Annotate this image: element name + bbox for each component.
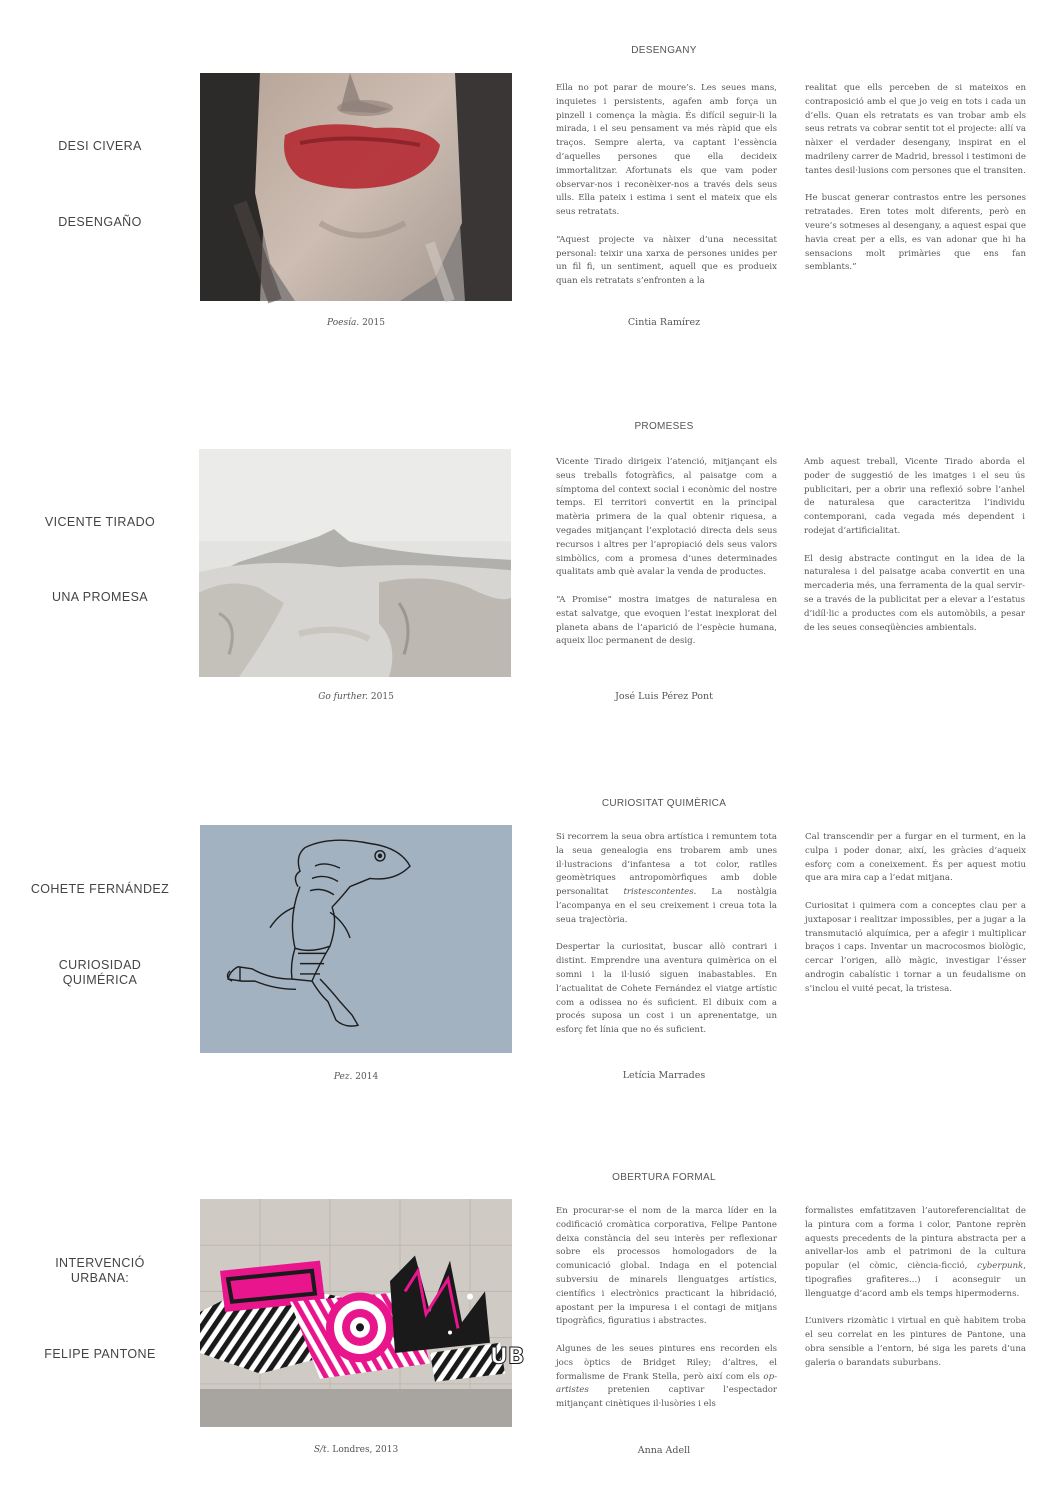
text-column-left <box>556 82 777 289</box>
image-caption <box>200 1072 512 1082</box>
caption-title: S/t. <box>313 1445 330 1455</box>
work-title-line: CURIOSIDAD <box>58 958 142 972</box>
caption-year: 2015 <box>370 692 394 702</box>
work-title: FELIPE PANTONE <box>44 1347 156 1361</box>
caption-title: Pez. <box>333 1072 353 1082</box>
paragraph: Vicente Tirado dirigeix l’atenció, mitjançant els seus treballs fotogràfics, al paisatge com a símptoma del context social i econòmic del nostre temps. El territori convertit en la principal matèria primera de la qual obtenir riquesa, a vegades mitjançant l’explotació directa dels seus recursos i altres per l’apropiació dels seus valors simbòlics, com a promesa d’unes determinades qualitats amb què avalar la venda de productes. <box>556 457 777 578</box>
section-title: PROMESES <box>634 421 694 432</box>
text-column-left <box>556 1205 777 1412</box>
image-caption <box>200 1445 512 1455</box>
paragraph: Amb aquest treball, Vicente Tirado aborda el poder de suggestió de les imatges i el seu ús publicitari, per a obrir una reflexió sobre l’anhel de naturalesa que caracteritza l’individu contemporani, cada vegada més dependent i rodejat d’artificialitat. <box>804 457 1025 536</box>
landscape-photo-image <box>199 449 511 677</box>
artist-name-line: URBANA: <box>70 1271 130 1285</box>
text-column-right <box>805 831 1026 997</box>
text-column-right <box>805 1205 1026 1371</box>
section-title: DESENGANY <box>631 45 697 56</box>
paragraph: formalistes emfatitzaven l’autoreferencialitat de la pintura com a forma i color, Pantone reprèn aquests precedents de la pintura abstracta per a anivellar-los amb el patrimoni de la cultura popular (el còmic, ciència-ficció, cyberpunk, tipografies grafiteres...) i aconseguir un llenguatge d’acord amb els temps hipermoderns. <box>805 1206 1026 1299</box>
paragraph: Algunes de les seues pintures ens recorden els jocs òptics de Bridget Riley; d’altres, el formalisme de Frank Stella, però així com els op-artistes pretenien captivar l’espectador mitjançant cinètiques il·lusòries i els <box>556 1343 777 1410</box>
paragraph: En procurar-se el nom de la marca líder en la codificació cromàtica corporativa, Felipe Pantone deixa constància del seu interès per reflexionar sobre els processos homologadors de la comunicació global. Indaga en el potencial subversiu de minarels llenguatges artístics, científics i electrònics practicant la hibridació, apostant per la impuresa i el contagi de mitjans tipogràfics, figuratius i abstractes. <box>556 1206 777 1327</box>
author-name: José Luis Pérez Pont <box>615 691 713 702</box>
caption-title: Go further. <box>318 692 369 702</box>
artist-name: VICENTE TIRADO <box>44 515 156 529</box>
artist-name <box>20 1256 180 1286</box>
image-caption <box>200 318 512 328</box>
author-name: Cintia Ramírez <box>627 317 701 328</box>
section-promeses <box>0 421 1061 721</box>
paragraph: Curiositat i quimera com a conceptes clau per a juxtaposar i realitzar impossibles, per a jugar a la transmutació alquímica, per a afegir i multiplicar braços i caps. Inventar un macrocosmos biològic, cercar l’origen, allò màgic, investigar l’ésser androgin cabalístic i tornar a un feudalisme on s’inclou el vuité pecat, la tristesa. <box>805 900 1026 994</box>
caption-year: 2015 <box>362 318 385 328</box>
paragraph: Ella no pot parar de moure’s. Les seues mans, inquietes i persistents, agafen amb força un pinzell i comença la màgia. És difícil seguir-li la mirada, i el seu pensament va més ràpid que els traços. Sempre alerta, va captant l’essència d’aquelles persones que ella decideix immortalitzar. Afortunats els que vam poder observar-nos i reconèixer-nos a través dels seus ulls. Ella pateix i estima i sent el mateix que els seus retratats. <box>556 83 777 218</box>
work-title: DESENGAÑO <box>58 215 142 229</box>
work-title-line: QUIMÉRICA <box>62 973 138 987</box>
caption-year: 2014 <box>355 1072 379 1082</box>
paragraph: L’univers rizomàtic i virtual en què habitem troba el seu correlat en les pintures de Pantone, una obra sensible a l’entorn, bé siga les parets d’una galeria o barandats suburbans. <box>805 1316 1026 1368</box>
artist-name: DESI CIVERA <box>58 139 142 153</box>
section-curiositat <box>0 798 1061 1098</box>
section-obertura <box>0 1172 1061 1472</box>
section-desengany <box>0 45 1061 345</box>
paragraph: El desig abstracte contingut en la idea de la naturalesa i del paisatge acaba convertit en una mercaderia més, una ferramenta de la qual servir-se a través de la publicitat per a elevar a l’estatus d’idíl·lic a productes com els automòbils, a pesar de les seues conseqüències ambientals. <box>804 553 1025 633</box>
fish-man-drawing-image <box>200 825 512 1053</box>
paragraph: Despertar la curiositat, buscar allò contrari i distint. Emprendre una aventura quimèrica on el somni i la il·lusió siguen inabastables. En l’actualitat de Cohete Fernández el viatge artístic com a odissea no és suficient. El dibuix com a procés suposa un cost i un aprenentatge, un esforç fet línia que no és suficient. <box>556 942 777 1036</box>
portrait-painting-image <box>200 73 512 301</box>
caption-rest: Londres, 2013 <box>329 1445 399 1455</box>
paragraph: “Aquest projecte va nàixer d’una necessitat personal: teixir una xarxa de persones unides per un fil fi, un sentiment, aquell que es produeix quan els retratats s’enfronten a la <box>556 234 777 287</box>
paragraph: Si recorrem la seua obra artística i remuntem tota la seua genealogia ens trobarem amb unes il·lustracions d’infantesa a tot color, ratlles geomètriques antropomòrfiques amb doble personalitat tristescontentes. La nostàlgia l’acompanya en el seu creixement i creua tota la seua trajectòria. <box>556 832 778 925</box>
section-title: OBERTURA FORMAL <box>612 1172 716 1183</box>
section-title: CURIOSITAT QUIMÈRICA <box>601 798 727 809</box>
artist-name-line: INTERVENCIÓ <box>55 1256 145 1270</box>
text-column-left <box>556 831 777 1038</box>
urban-mural-image <box>200 1199 525 1427</box>
image-caption <box>200 692 512 702</box>
work-title: UNA PROMESA <box>51 590 149 604</box>
paragraph: realitat que ells perceben de si mateixos en contraposició amb el que jo veig en tots i cada un d’ells. Quan els retratats es van trobar amb els seus retrats va cobrar sentit tot el projecte: allí va nàixer el verdader desengany, inspirat en el madrileny carrer de Madrid, bressol i testimoni de tantes desil·lusions com persones que el transiten. <box>805 83 1026 176</box>
author-name: Letícia Marrades <box>622 1070 706 1081</box>
paragraph: Cal transcendir per a furgar en el turment, en la culpa i poder donar, així, les gràcies d’aqueix esforç com a coneixement. És per aquest motiu que ara mira cap a l’edat mitjana. <box>805 832 1026 884</box>
work-title <box>20 958 180 988</box>
caption-title: Poesía. <box>327 318 360 328</box>
author-name: Anna Adell <box>637 1445 691 1456</box>
artist-name: COHETE FERNÁNDEZ <box>30 882 170 896</box>
mural-letters: UB <box>490 1343 525 1370</box>
text-column-left <box>556 456 777 649</box>
paragraph: “A Promise” mostra imatges de naturalesa en estat salvatge, que evoquen l’estat inexplorat del planeta abans de l’aparició de l’espècie humana, aqueix lloc permanent de desig. <box>556 594 777 647</box>
text-column-right <box>804 456 1025 635</box>
paragraph: He buscat generar contrastos entre les persones retratades. Eren totes molt diferents, però en veure’s sotmeses al desengany, a aquest espai que havia creat per a ells, es van adonar que hi ha sensacions molt primàries que ens fan semblants.” <box>805 193 1026 273</box>
text-column-right <box>805 82 1026 275</box>
